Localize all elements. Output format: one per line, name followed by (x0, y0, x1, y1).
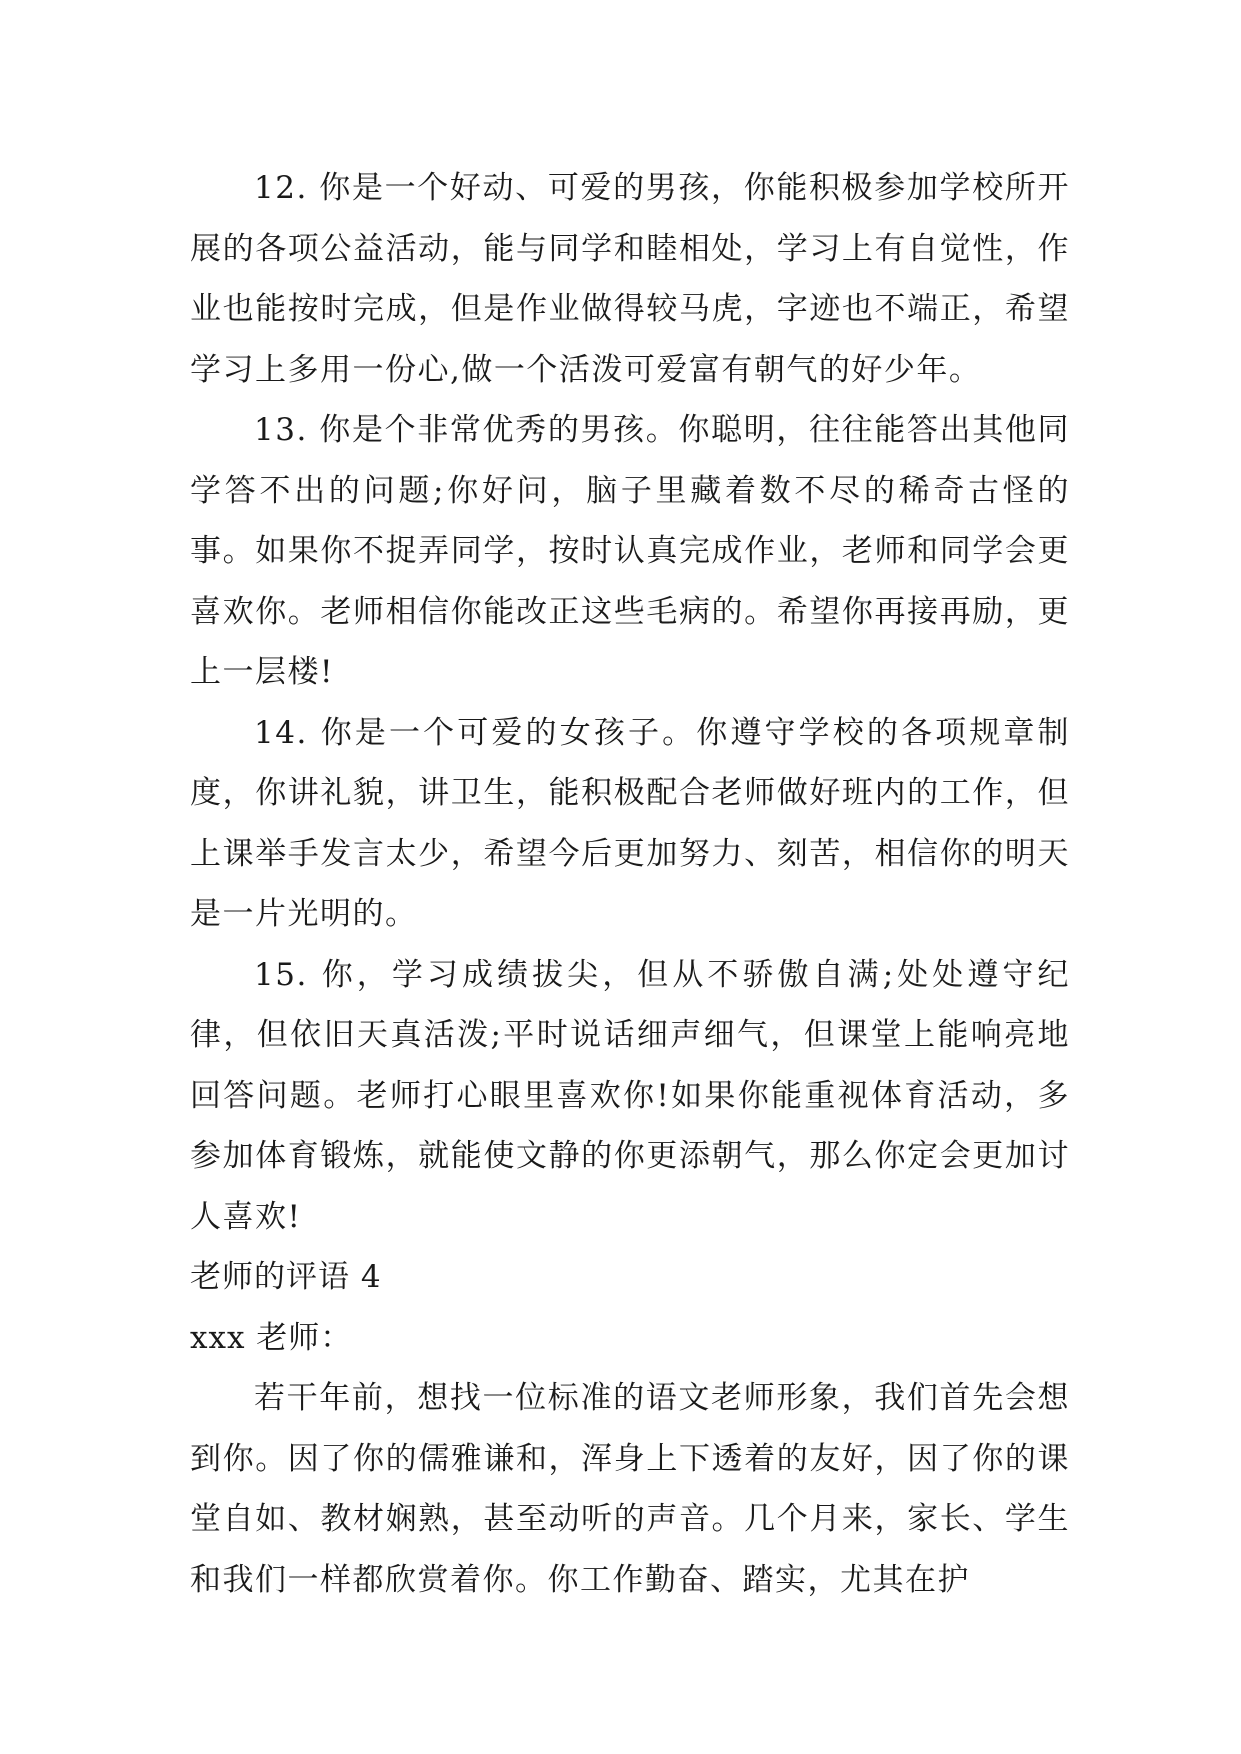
comment-paragraph-13: 13. 你是个非常优秀的男孩。你聪明，往往能答出其他同学答不出的问题;你好问，脑子里藏着数不尽的稀奇古怪的事。如果你不捉弄同学，按时认真完成作业，老师和同学会更喜欢你。老师相信你能改正这些毛病的。希望你再接再励，更上一层楼! (190, 412, 1070, 690)
document-body (190, 158, 1070, 1610)
comment-paragraph-15: 15. 你，学习成绩拔尖，但从不骄傲自满;处处遵守纪律，但依旧天真活泼;平时说话细声细气，但课堂上能响亮地回答问题。老师打心眼里喜欢你!如果你能重视体育活动，多参加体育锻炼，就能使文静的你更添朝气，那么你定会更加讨人喜欢! (190, 956, 1070, 1235)
comment-paragraph-14: 14. 你是一个可爱的女孩子。你遵守学校的各项规章制度，你讲礼貌，讲卫生，能积极配合老师做好班内的工作，但上课举手发言太少，希望今后更加努力、刻苦，相信你的明天是一片光明的。 (190, 714, 1070, 932)
section-heading: 老师的评语 4 (190, 1259, 382, 1295)
comment-paragraph-12: 12. 你是一个好动、可爱的男孩，你能积极参加学校所开展的各项公益活动，能与同学和睦相处，学习上有自觉性，作业也能按时完成，但是作业做得较马虎，字迹也不端正，希望学习上多用一份心,做一个活泼可爱富有朝气的好少年。 (190, 170, 1070, 388)
salutation: xxx 老师： (190, 1319, 353, 1356)
letter-paragraph: 若干年前，想找一位标准的语文老师形象，我们首先会想到你。因了你的儒雅谦和，浑身上下透着的友好，因了你的课堂自如、教材娴熟，甚至动听的声音。几个月来，家长、学生和我们一样都欣赏着你。你工作勤奋、踏实，尤其在护 (190, 1380, 1070, 1598)
